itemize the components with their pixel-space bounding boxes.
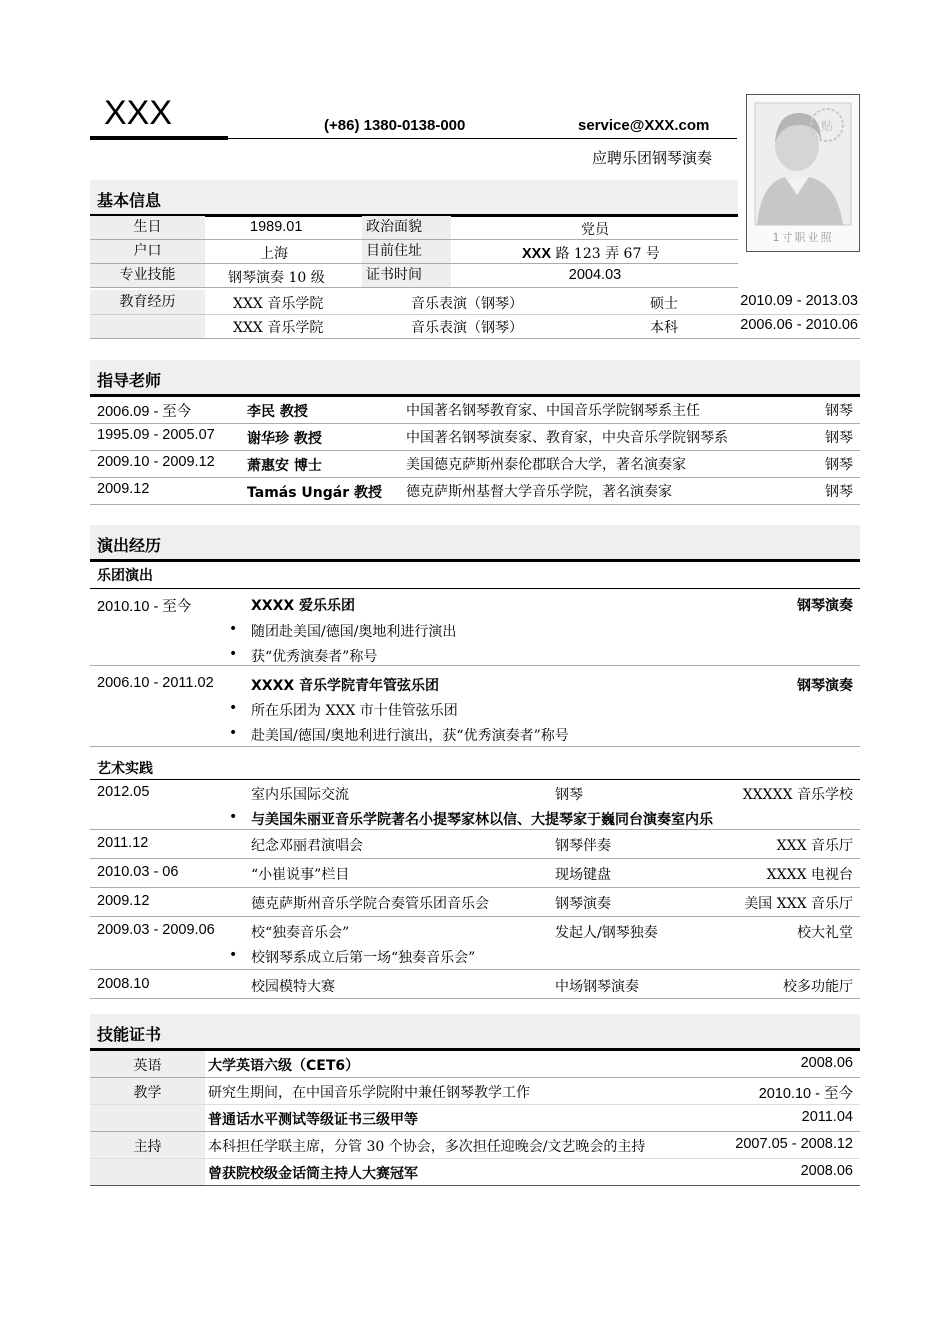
skill-date: 2008.06 [800,1055,853,1071]
skill-text: 普通话水平测试等级证书三级甲等 [208,1112,418,1128]
email-address: service@XXX.com [578,117,710,134]
teacher-field: 钢琴 [825,457,853,473]
address-part: 路 123 弄 67 号 [555,246,660,262]
venue: XXX 音乐厅 [776,838,853,854]
bullet-dot: • [229,646,238,662]
field-value: 钢琴演奏 10 级 [228,270,325,286]
skill-text: 大学英语六级（CET6） [208,1058,360,1074]
role: 发起人/钢琴独奏 [555,925,658,941]
event: 室内乐国际交流 [251,787,349,803]
bullet-text: 与美国朱丽亚音乐学院著名小提琴家林以信、大提琴家于巍同台演奏室内乐 [251,812,713,828]
bullet-dot: • [229,947,238,963]
bullet-text: 赴美国/德国/奥地利进行演出，获“优秀演奏者”称号 [251,728,569,744]
bullet-dot: • [229,725,238,741]
period: 2010.09 - 2013.03 [740,293,858,309]
field-label: 证书时间 [362,264,451,287]
section-teachers [90,360,860,397]
period: 2012.05 [97,784,150,800]
teacher-row [90,424,860,451]
name-underline [90,136,228,140]
address-part: XXX [522,246,552,262]
skill-row [90,1051,860,1078]
band-name: XXXX 爱乐乐团 [251,598,356,614]
role: 钢琴演奏 [555,896,611,912]
role: 钢琴伴奏 [555,838,611,854]
subsection-band [90,563,860,589]
major: 音乐表演（钢琴） [411,296,523,312]
candidate-name: XXX [104,94,173,132]
event: 校园模特大赛 [251,979,335,995]
section-skills [90,1014,860,1051]
period: 2006.10 - 2011.02 [97,675,214,691]
art-entry [90,970,860,999]
role: 现场键盘 [555,867,611,883]
period: 2009.10 - 2009.12 [97,454,215,470]
section-title: 指导老师 [97,371,162,390]
event: “小崔说事”栏目 [251,867,350,883]
role: 中场钢琴演奏 [555,979,639,995]
teacher-row [90,397,860,424]
svg-text:贴: 贴 [820,119,834,133]
venue: 校多功能厅 [783,979,853,995]
photo-caption: 1寸职业照 [772,231,834,244]
event: 德克萨斯州音乐学院合奏管乐团音乐会 [251,896,489,912]
teacher-desc: 德克萨斯州基督大学音乐学院，著名演奏家 [406,484,672,500]
skill-date: 2008.06 [800,1163,853,1179]
period: 2011.12 [97,835,149,851]
period: 2009.12 [97,481,150,497]
period: 2009.12 [97,893,150,909]
period: 2006.06 - 2010.06 [740,317,858,333]
skill-text: 本科担任学联主席，分管 30 个协会，多次担任迎晚会/文艺晚会的主持 [208,1139,646,1155]
teacher-name: 李民 教授 [247,404,308,420]
education-row [90,290,860,315]
degree: 硕士 [650,296,678,312]
event: 校“独奏音乐会” [251,925,350,941]
role: 钢琴 [555,787,583,803]
period: 2010.03 - 06 [97,864,179,880]
field-value: 2004.03 [568,267,622,283]
period: 2009.03 - 2009.06 [97,922,215,938]
field-value [522,243,660,263]
field-label: 生日 [90,216,205,239]
subsection-title: 艺术实践 [97,761,153,777]
venue: 美国 XXX 音乐厅 [744,896,853,912]
basic-row [90,240,738,264]
teacher-desc: 中国著名钢琴演奏家、教育家，中央音乐学院钢琴系 [406,430,728,446]
skill-row [90,1105,860,1132]
venue: XXXXX 音乐学校 [742,787,853,803]
field-label: 专业技能 [90,264,205,287]
skill-date: 2010.10 - 至今 [758,1086,853,1102]
teacher-name: 萧惠安 博士 [247,458,322,474]
skill-date: 2011.04 [801,1109,853,1125]
skill-label: 英语 [133,1058,162,1074]
field-value: 1989.01 [250,219,303,235]
section-title: 技能证书 [97,1025,162,1044]
bullet-dot: • [229,809,238,825]
education-row [90,315,860,339]
venue: 校大礼堂 [797,925,853,941]
art-entry [90,917,860,970]
field-value: 上海 [260,246,288,262]
contact-divider [228,138,737,139]
teacher-field: 钢琴 [825,484,853,500]
school: XXX 音乐学院 [233,296,324,312]
school: XXX 音乐学院 [233,320,324,336]
bullet-text: 获“优秀演奏者”称号 [251,649,378,665]
band-entry [90,590,860,666]
art-entry [90,780,860,830]
art-entry [90,859,860,888]
section-title: 基本信息 [97,191,162,210]
band-role: 钢琴演奏 [797,678,853,694]
period: 2010.10 - 至今 [97,599,192,615]
skill-row [90,1078,860,1105]
teacher-field: 钢琴 [825,403,853,419]
skill-label: 主持 [133,1139,162,1155]
field-value: 党员 [581,222,609,238]
phone-number: (+86) 1380-0138-000 [324,117,466,134]
period: 2008.10 [97,976,150,992]
art-entry [90,888,860,917]
band-role: 钢琴演奏 [797,598,853,614]
skill-text: 研究生期间，在中国音乐学院附中兼任钢琴教学工作 [208,1085,530,1101]
section-performance [90,525,860,562]
major: 音乐表演（钢琴） [411,320,523,336]
section-title: 演出经历 [97,536,162,555]
field-label: 政治面貌 [362,216,451,239]
bullet-dot: • [229,700,238,716]
section-basic-info [90,180,738,217]
field-label: 户口 [90,240,205,263]
teacher-row [90,478,860,505]
degree: 本科 [650,320,678,336]
teacher-desc: 中国著名钢琴教育家、中国音乐学院钢琴系主任 [406,403,700,419]
teacher-row [90,451,860,478]
teacher-field: 钢琴 [825,430,853,446]
venue: XXXX 电视台 [766,867,853,883]
profile-photo [746,94,860,252]
bullet-dot: • [229,621,238,637]
bullet-text: 随团赴美国/德国/奥地利进行演出 [251,624,457,640]
teacher-name: 谢华珍 教授 [247,431,322,447]
field-label: 目前住址 [362,240,451,263]
band-entry [90,670,860,747]
event: 纪念邓丽君演唱会 [251,838,363,854]
teacher-desc: 美国德克萨斯州泰伦郡联合大学，著名演奏家 [406,457,686,473]
skill-date: 2007.05 - 2008.12 [735,1136,853,1152]
bullet-text: 校钢琴系成立后第一场“独奏音乐会” [251,950,476,966]
skill-row [90,1132,860,1159]
subsection-title: 乐团演出 [97,568,153,584]
teacher-name: Tamás Ungár 教授 [247,485,383,501]
band-name: XXXX 音乐学院青年管弦乐团 [251,678,440,694]
skill-text: 曾获院校级金话筒主持人大赛冠军 [208,1166,418,1182]
period: 2006.09 - 至今 [97,404,192,420]
bullet-text: 所在乐团为 XXX 市十佳管弦乐团 [251,703,458,719]
subsection-art [90,756,860,780]
job-objective: 应聘乐团钢琴演奏 [592,149,713,167]
skill-row [90,1159,860,1186]
skill-label: 教学 [133,1085,162,1101]
art-entry [90,830,860,859]
basic-row [90,264,738,288]
period: 1995.09 - 2005.07 [97,427,215,443]
label-text: 教育经历 [119,294,176,310]
basic-row [90,216,738,240]
